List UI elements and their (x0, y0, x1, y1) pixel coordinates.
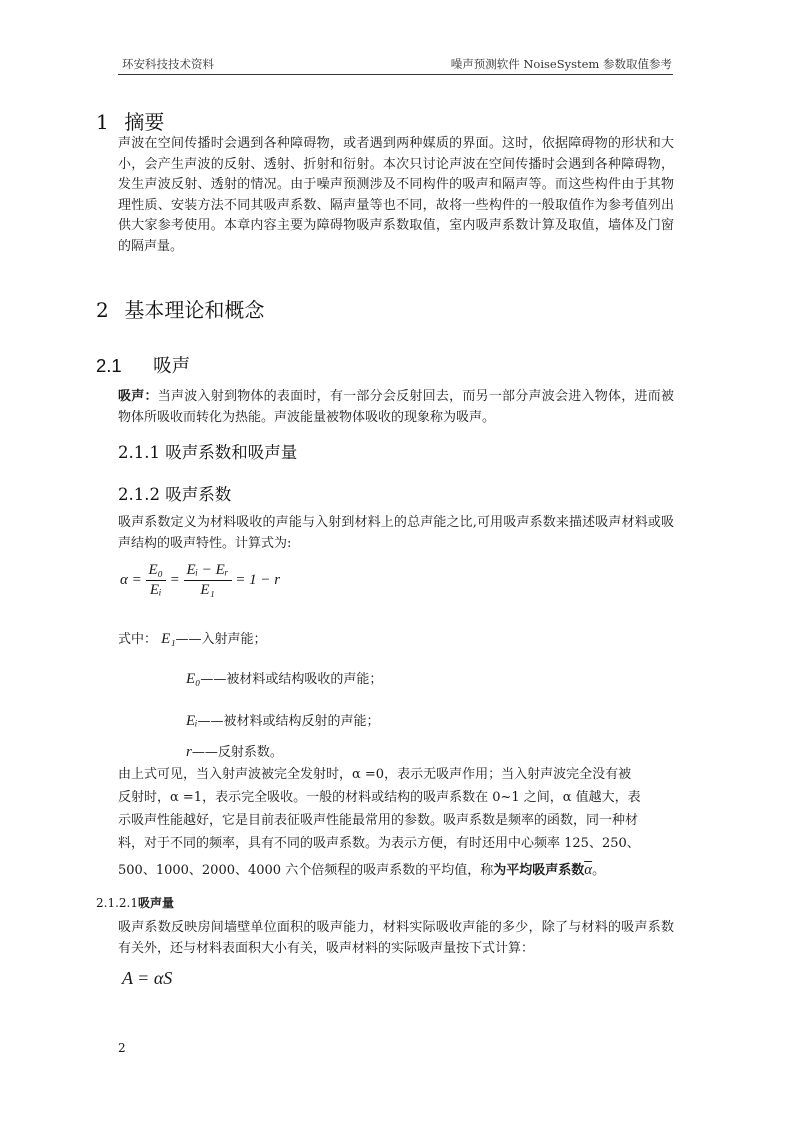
section-1-heading (96, 106, 164, 135)
fraction-2-numerator: Eᵢ − Eᵣ (184, 562, 232, 581)
fraction-1 (146, 562, 166, 599)
section-number: 2.1.2 (118, 485, 160, 504)
explain-line-4: 料，对于不同的频率，具有不同的吸声系数。为表示方便，有时还用中心频率 125、250、 (118, 836, 640, 851)
explain-last-end: 。 (592, 863, 606, 878)
amount-formula: A = αS (122, 968, 173, 988)
formula-eq-2: = (169, 571, 180, 588)
section-title: 吸声 (153, 355, 191, 376)
fraction-2-denominator: E₁ (200, 582, 215, 598)
absorption-formula (120, 562, 280, 599)
abstract-paragraph: 声波在空间传播时会遇到各种障碍物，或者遇到两种媒质的界面。这时，依据障碍物的形状和大小，会产生声波的反射、透射、折射和衍射。本次只讨论声波在空间传播时会遇到各种障碍物，发生声波反射、透射的情况。由于噪声预测涉及不同构件的吸声和隔声等。而这些构件由于其物理性质、安装方法不同其吸声系数、隔声量等也不同，故将一些构件的一般取值作为参考值列出供大家参考使用。本章内容主要为障碍物吸声系数取值，室内吸声系数计算及取值，墙体及门窗的隔声量。 (118, 136, 674, 254)
section-title: 吸声系数 (165, 485, 232, 504)
where-item-1 (118, 628, 267, 648)
description: ——反射系数。 (191, 745, 283, 760)
amount-paragraph: 吸声系数反映房间墙壁单位面积的吸声能力，材料实际吸收声能的多少，除了与材料的吸声系数有关外，还与材料表面积大小有关，吸声材料的实际吸声量按下式计算： (118, 920, 674, 956)
explain-bold-term: 为平均吸声系数 (493, 863, 585, 878)
section-number: 2.1 (96, 355, 122, 376)
absorption-text: 当声波入射到物体的表面时，有一部分会反射回去，而另一部分声波会进入物体，进而被物体所吸收而转化为热能。声波能量被物体吸收的现象称为吸声。 (118, 389, 674, 425)
where-prefix: 式中： (118, 632, 158, 647)
section-title: 摘要 (124, 110, 165, 134)
section-title: 基本理论和概念 (124, 298, 265, 322)
where-item-2 (186, 668, 382, 688)
where-item-4 (186, 741, 283, 761)
explain-last-prefix: 500、1000、2000、4000 六个倍频程的吸声系数的平均值，称 (118, 863, 494, 878)
symbol: E₁ (161, 631, 176, 647)
header-left: 环安科技技术资料 (122, 57, 214, 71)
section-2-1-1-heading (118, 439, 297, 463)
formula-eq: = (131, 571, 142, 588)
explain-line-5 (118, 859, 605, 879)
fraction-1-numerator: E₀ (146, 562, 166, 581)
section-2-1-heading (96, 352, 190, 378)
formula-alpha: α (120, 571, 128, 588)
section-2-1-2-1-heading (96, 894, 174, 911)
description: ——被材料或结构吸收的声能； (200, 672, 383, 687)
section-2-1-2-heading (118, 481, 231, 505)
formula-rhs: = 1 − r (235, 571, 281, 588)
header-divider (118, 74, 673, 75)
symbol: Eᵢ (186, 713, 198, 729)
where-item-3 (186, 710, 380, 730)
section-title: 吸声系数和吸声量 (165, 443, 298, 462)
section-number: 1 (96, 110, 109, 134)
absorption-term: 吸声： (118, 389, 158, 404)
section-number: 2.1.1 (118, 443, 160, 462)
section-number: 2 (96, 298, 109, 322)
explain-line-1: 由上式可见，当入射声波被完全发射时，α =0，表示无吸声作用；当入射声波完全没有被 (118, 767, 632, 782)
page-number: 2 (118, 1041, 126, 1055)
header-right: 噪声预测软件 NoiseSystem 参数取值参考 (450, 57, 672, 71)
absorption-paragraph (118, 387, 674, 428)
section-number: 2.1.2.1 (96, 896, 138, 910)
description: ——被材料或结构反射的声能； (197, 714, 380, 729)
description: ——入射声能； (175, 632, 267, 647)
fraction-1-denominator: Eᵢ (149, 582, 162, 598)
section-2-heading (96, 294, 264, 323)
section-title: 吸声量 (137, 896, 174, 910)
fraction-2 (184, 562, 232, 599)
symbol: E₀ (186, 671, 201, 687)
coefficient-intro: 吸声系数定义为材料吸收的声能与入射到材料上的总声能之比,可用吸声系数来描述吸声材料或吸声结构的吸声特性。计算式为: (118, 515, 674, 551)
explain-line-3: 示吸声性能越好，它是目前表征吸声性能最常用的参数。吸声系数是频率的函数，同一种材 (118, 813, 639, 828)
symbol: r (186, 744, 192, 760)
explain-line-2: 反射时，α =1，表示完全吸收。一般的材料或结构的吸声系数在 0~1 之间，α 值越大，表 (118, 790, 641, 805)
alpha-bar-symbol: $\overline{\alpha}$ (584, 862, 593, 878)
